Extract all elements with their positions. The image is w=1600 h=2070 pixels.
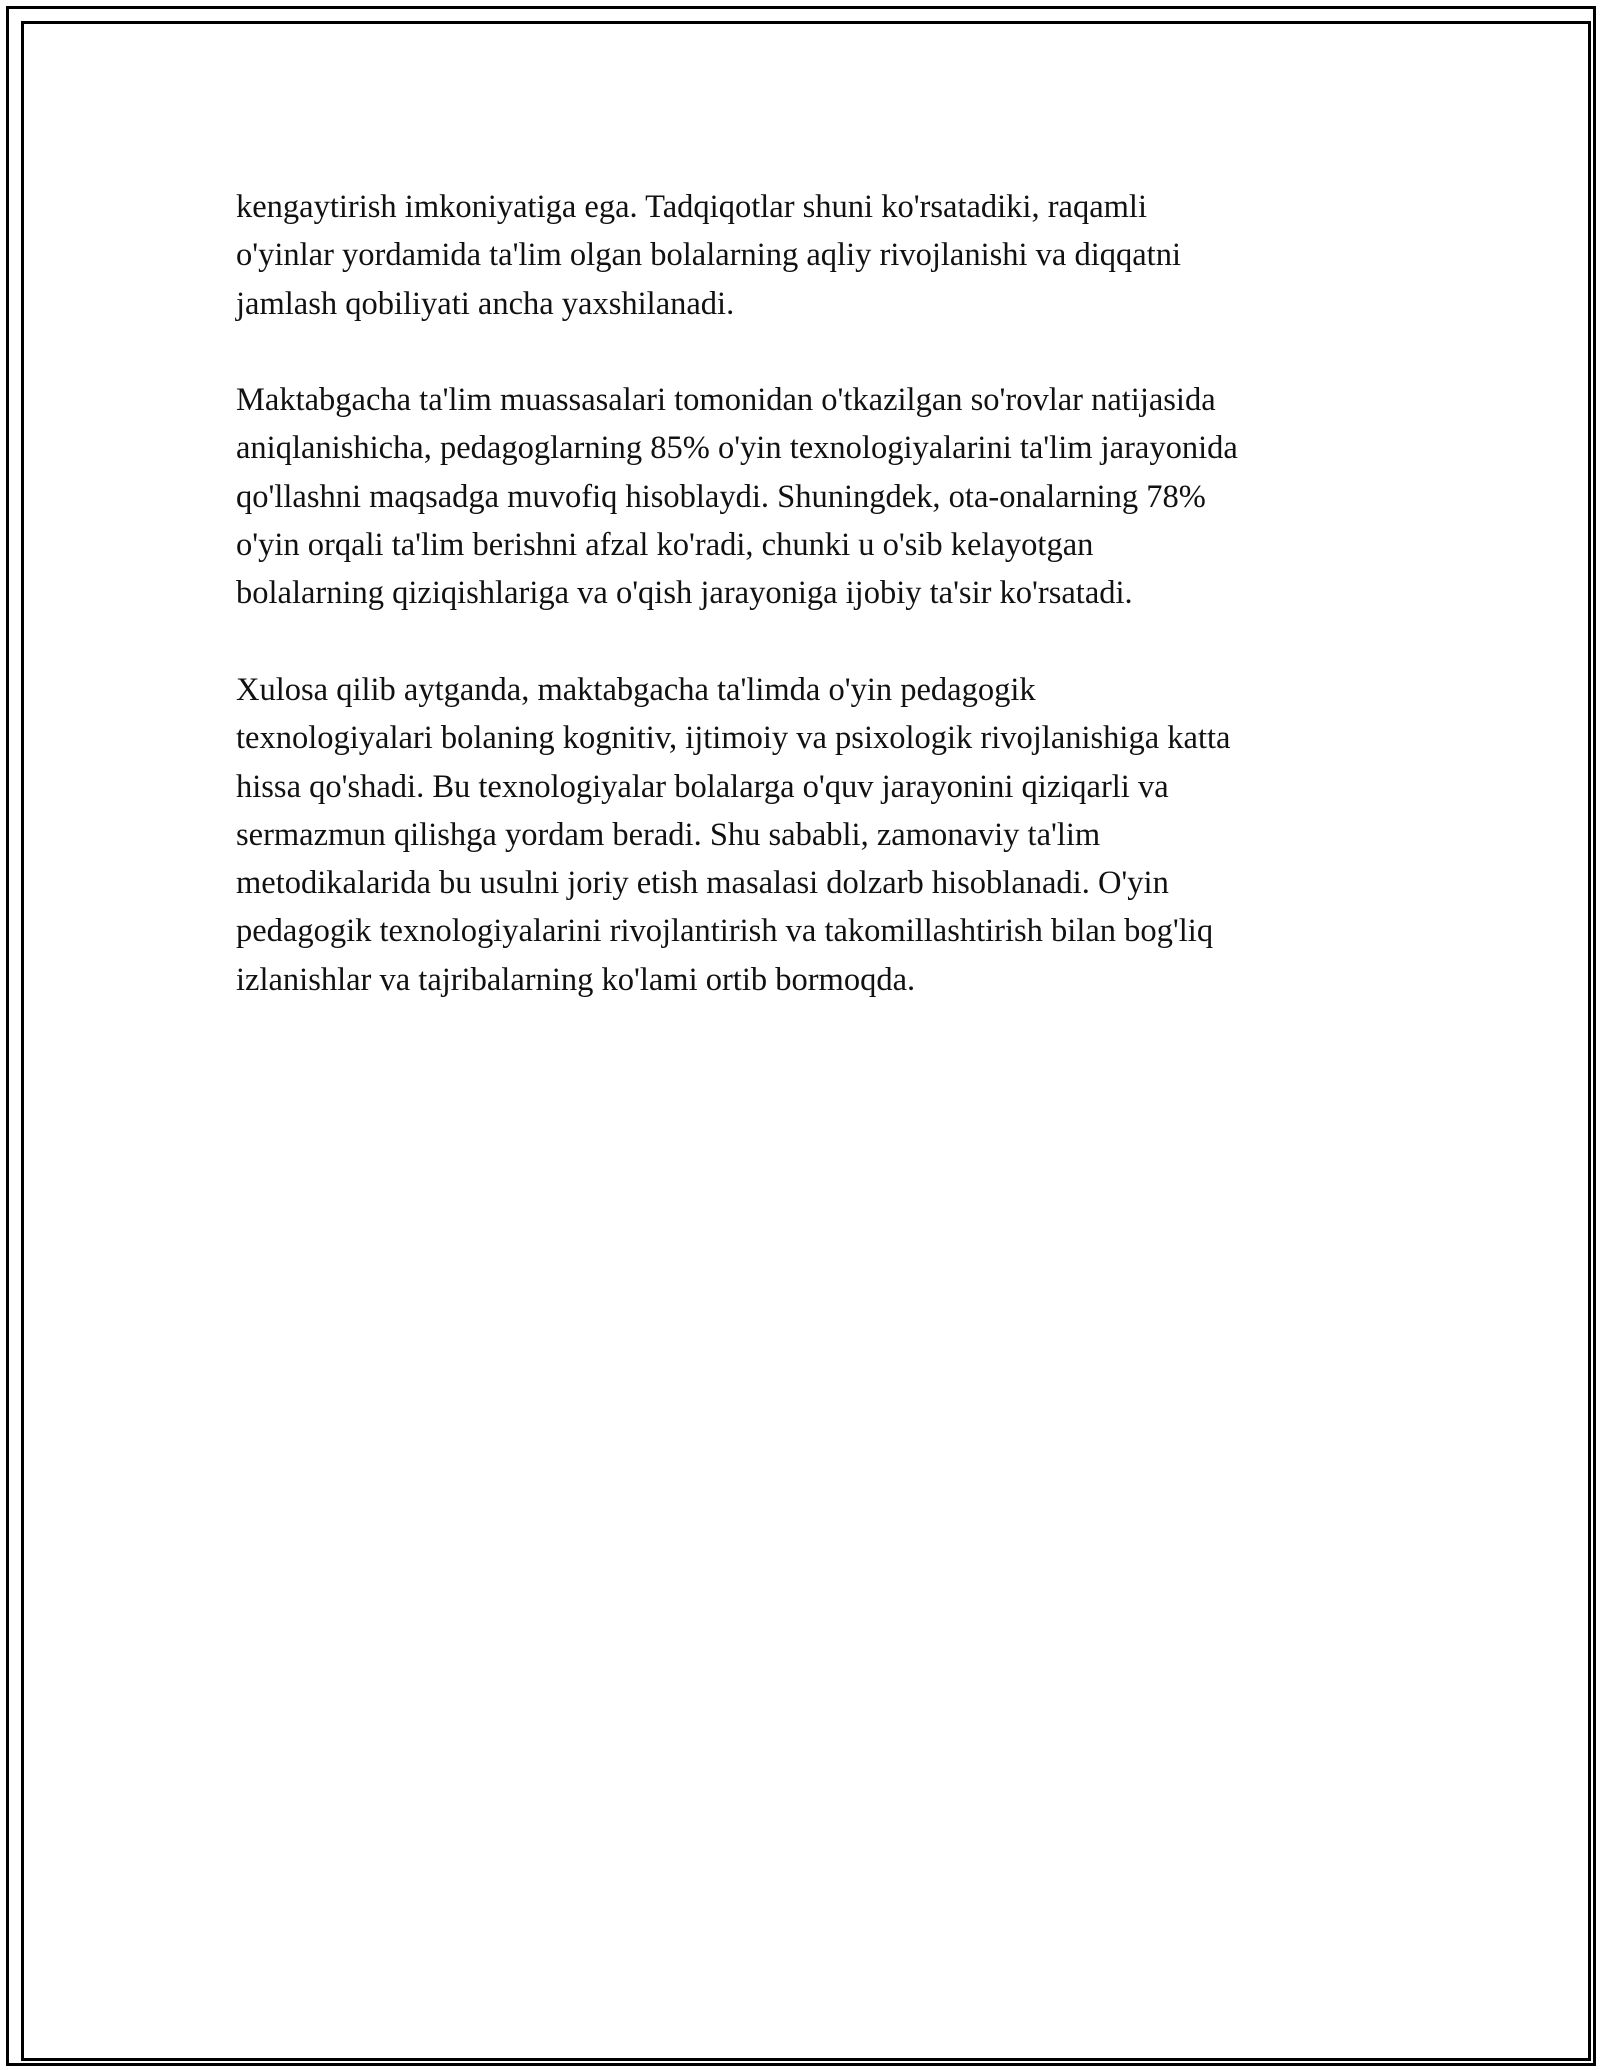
paragraph-line: izlanishlar va tajribalarning ko'lami ortib bormoqda. <box>236 961 916 998</box>
paragraph-line: jamlash qobiliyati ancha yaxshilanadi. <box>236 285 735 322</box>
paragraph-line: Xulosa qilib aytganda, maktabgacha ta'limda o'yin pedagogik <box>236 671 1036 708</box>
paragraph-line: kengaytirish imkoniyatiga ega. Tadqiqotlar shuni ko'rsatadiki, raqamli <box>236 189 1147 225</box>
paragraph-line: texnologiyalari bolaning kognitiv, ijtimoiy va psixologik rivojlanishiga katta <box>236 720 1231 757</box>
paragraph-line: metodikalarida bu usulni joriy etish masalasi dolzarb hisoblanadi. O'yin <box>236 865 1169 902</box>
paragraph-line: sermazmun qilishga yordam beradi. Shu sababli, zamonaviy ta'lim <box>236 816 1101 853</box>
paragraph-line: aniqlanishicha, pedagoglarning 85% o'yin texnologiyalarini ta'lim jarayonida <box>236 430 1238 467</box>
paragraph-2 <box>236 376 1386 617</box>
paragraph-1 <box>236 183 1386 328</box>
paragraph-line: hissa qo'shadi. Bu texnologiyalar bolalarga o'quv jarayonini qiziqarli va <box>236 768 1169 805</box>
paragraph-line: qo'llashni maqsadga muvofiq hisoblaydi. Shuningdek, ota-onalarning 78% <box>236 478 1206 515</box>
paragraph-line: pedagogik texnologiyalarini rivojlantirish va takomillashtirish bilan bog'liq <box>236 913 1214 950</box>
paragraph-3 <box>236 666 1386 1004</box>
document-body <box>236 183 1386 1052</box>
paragraph-line: bolalarning qiziqishlariga va o'qish jarayoniga ijobiy ta'sir ko'rsatadi. <box>236 575 1133 612</box>
paragraph-line: Maktabgacha ta'lim muassasalari tomonidan o'tkazilgan so'rovlar natijasida <box>236 382 1216 419</box>
paragraph-line: o'yinlar yordamida ta'lim olgan bolalarning aqliy rivojlanishi va diqqatni <box>236 237 1181 274</box>
paragraph-line: o'yin orqali ta'lim berishni afzal ko'radi, chunki u o'sib kelayotgan <box>236 527 1094 564</box>
